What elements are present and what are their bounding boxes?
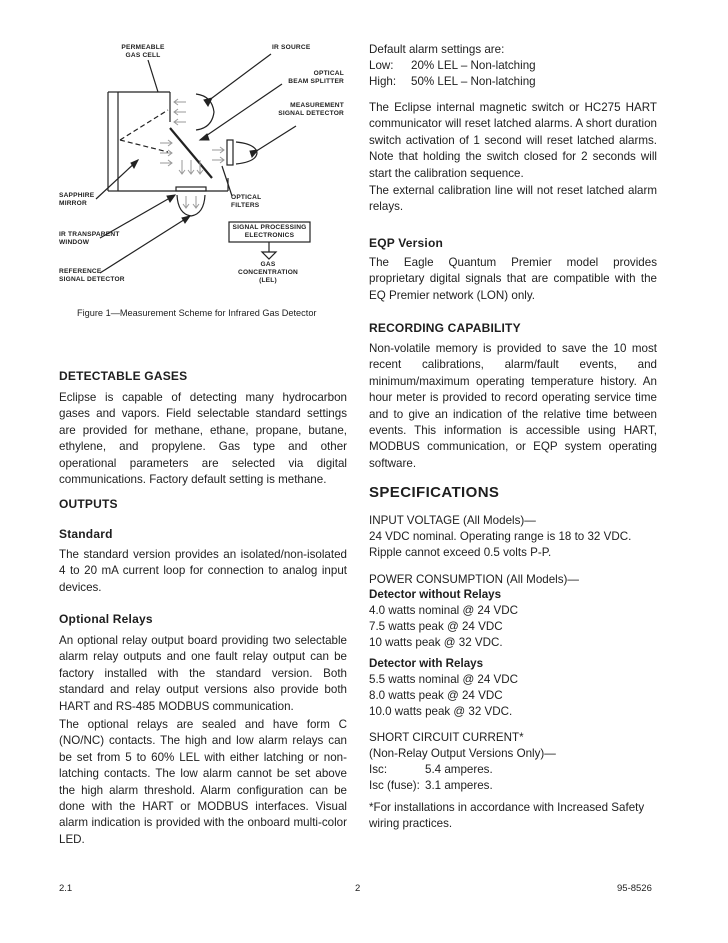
label-filters-line2: FILTERS <box>231 202 260 209</box>
alarm-high-row <box>369 74 536 90</box>
input-voltage-line-2: Ripple cannot exceed 0.5 volts P-P. <box>369 546 552 559</box>
label-beam-splitter-line2: BEAM SPLITTER <box>288 78 344 85</box>
specifications-heading: SPECIFICATIONS <box>369 484 500 501</box>
no-relays-title: Detector without Relays <box>369 588 502 601</box>
optional-relays-text-2: The optional relays are sealed and have form C (NO/NC) contacts. The high and low alarm relays can be set from 5 to 60% LEL with either latching or non-latching contacts. The low alarm cannot be set above the high alarm threshold. Alarm configuration can be done with the HART or MODBUS interfaces. Visual alarm indication is provided with the onboard multi-color LED. <box>59 718 347 846</box>
figure-caption: Figure 1—Measurement Scheme for Infrared Gas Detector <box>77 308 317 318</box>
label-gas-concentration <box>224 261 312 285</box>
recording-heading: RECORDING CAPABILITY <box>369 321 521 335</box>
isc-fuse-row <box>369 778 493 794</box>
power-title: POWER CONSUMPTION (All Models)— <box>369 573 579 586</box>
label-beam-splitter-line1: OPTICAL <box>313 70 344 77</box>
optional-relays-text-1: An optional relay output board providing two selectable alarm relay outputs and one fault relay output can be factory installed with the standard version. Both standard and relay output versions also provide both HART and RS-485 MODBUS communication. <box>59 634 347 713</box>
label-measurement-line2: SIGNAL DETECTOR <box>278 110 344 117</box>
label-processing-line2: ELECTRONICS <box>244 232 295 239</box>
footer-left: 2.1 <box>59 883 73 894</box>
external-calibration-text: The external calibration line will not reset latched alarm relays. <box>369 184 657 214</box>
eqp-text: The Eagle Quantum Premier model provides proprietary digital signals that are compatible with the EQ Premier network (LON) only. <box>369 256 657 302</box>
label-concentration-line2: CONCENTRATION <box>238 269 298 276</box>
detectable-gases-text: Eclipse is capable of detecting many hydrocarbon gases and vapors. Field selectable standard settings are provided for methane, ethane, propane, butane, ethylene, and propylene. Gas type and other operational parameters are selected via digital communications. Factory default setting is methane. <box>59 391 347 487</box>
relays-title: Detector with Relays <box>369 657 484 670</box>
label-sapphire-line1: SAPPHIRE <box>59 192 95 199</box>
document-number: 95-8526 <box>617 883 652 894</box>
label-reference-line1: REFERENCE <box>59 268 102 275</box>
short-circuit-subtitle: (Non-Relay Output Versions Only)— <box>369 747 556 760</box>
no-relays-line-1: 4.0 watts nominal @ 24 VDC <box>369 604 519 617</box>
relays-line-3: 10.0 watts peak @ 32 VDC. <box>369 705 513 718</box>
alarm-low-row <box>369 58 536 74</box>
alarm-intro: Default alarm settings are: <box>369 43 505 56</box>
input-voltage-line-1: 24 VDC nominal. Operating range is 18 to 32 VDC. <box>369 530 632 543</box>
isc-key: Isc: <box>369 763 388 776</box>
label-ir-source: IR SOURCE <box>272 44 311 51</box>
isc-fuse-key: Isc (fuse): <box>369 779 420 792</box>
page-number: 2 <box>355 883 361 894</box>
label-reference-line2: SIGNAL DETECTOR <box>59 276 125 283</box>
detectable-gases-heading: DETECTABLE GASES <box>59 369 188 383</box>
label-sapphire-mirror <box>59 192 94 208</box>
no-relays-line-3: 10 watts peak @ 32 VDC. <box>369 636 503 649</box>
label-signal-processing <box>229 224 310 240</box>
optional-relays-heading: Optional Relays <box>59 612 153 626</box>
alarm-high-key: High: <box>369 75 397 88</box>
input-voltage-title: INPUT VOLTAGE (All Models)— <box>369 514 536 527</box>
relays-line-1: 5.5 watts nominal @ 24 VDC <box>369 673 519 686</box>
outputs-heading: OUTPUTS <box>59 497 118 511</box>
recording-text: Non-volatile memory is provided to save the 10 most recent calibrations, alarm/fault events, and minimum/maximum operating temperature history. An hour meter is provided to record operating service time and to give an indication of the relative time between events. This information is accessible using HART, MODBUS communication, or EQP system operating software. <box>369 342 657 470</box>
no-relays-line-2: 7.5 watts peak @ 24 VDC <box>369 620 503 633</box>
label-optical-filters <box>231 194 261 210</box>
label-window-line2: WINDOW <box>59 239 90 246</box>
alarm-high-value: 50% LEL – Non-latching <box>411 75 536 88</box>
footnote-text: *For installations in accordance with Increased Safety wiring practices. <box>369 801 645 831</box>
label-measurement-detector <box>270 102 344 118</box>
reset-text: The Eclipse internal magnetic switch or HC275 HART communicator will reset latched alarms. A short duration switch activation of 1 second will reset latched alarms. Note that holding the switch closed for 2 seconds will start the calibration sequence. <box>369 101 657 180</box>
isc-value: 5.4 amperes. <box>425 763 493 776</box>
label-gas-cell-line1: PERMEABLE <box>121 44 165 51</box>
relays-line-2: 8.0 watts peak @ 24 VDC <box>369 689 503 702</box>
isc-row <box>369 762 493 778</box>
label-beam-splitter <box>280 70 344 86</box>
label-reference-detector <box>59 268 125 284</box>
label-sapphire-line2: MIRROR <box>59 200 87 207</box>
label-filters-line1: OPTICAL <box>231 194 262 201</box>
alarm-low-key: Low: <box>369 59 394 72</box>
label-processing-line1: SIGNAL PROCESSING <box>232 224 307 231</box>
short-circuit-title: SHORT CIRCUIT CURRENT* <box>369 731 524 744</box>
label-window-line1: IR TRANSPARENT <box>59 231 120 238</box>
label-concentration-line1: GAS <box>260 261 276 268</box>
isc-fuse-value: 3.1 amperes. <box>425 779 493 792</box>
standard-text: The standard version provides an isolated/non-isolated 4 to 20 mA current loop for connection to analog input devices. <box>59 548 347 594</box>
label-gas-cell-line2: GAS CELL <box>125 52 161 59</box>
alarm-low-value: 20% LEL – Non-latching <box>411 59 536 72</box>
eqp-heading: EQP Version <box>369 236 444 250</box>
label-measurement-line1: MEASUREMENT <box>290 102 344 109</box>
standard-heading: Standard <box>59 527 113 541</box>
label-gas-cell <box>110 44 176 60</box>
label-ir-window <box>59 231 120 247</box>
label-concentration-line3: (LEL) <box>259 277 277 284</box>
